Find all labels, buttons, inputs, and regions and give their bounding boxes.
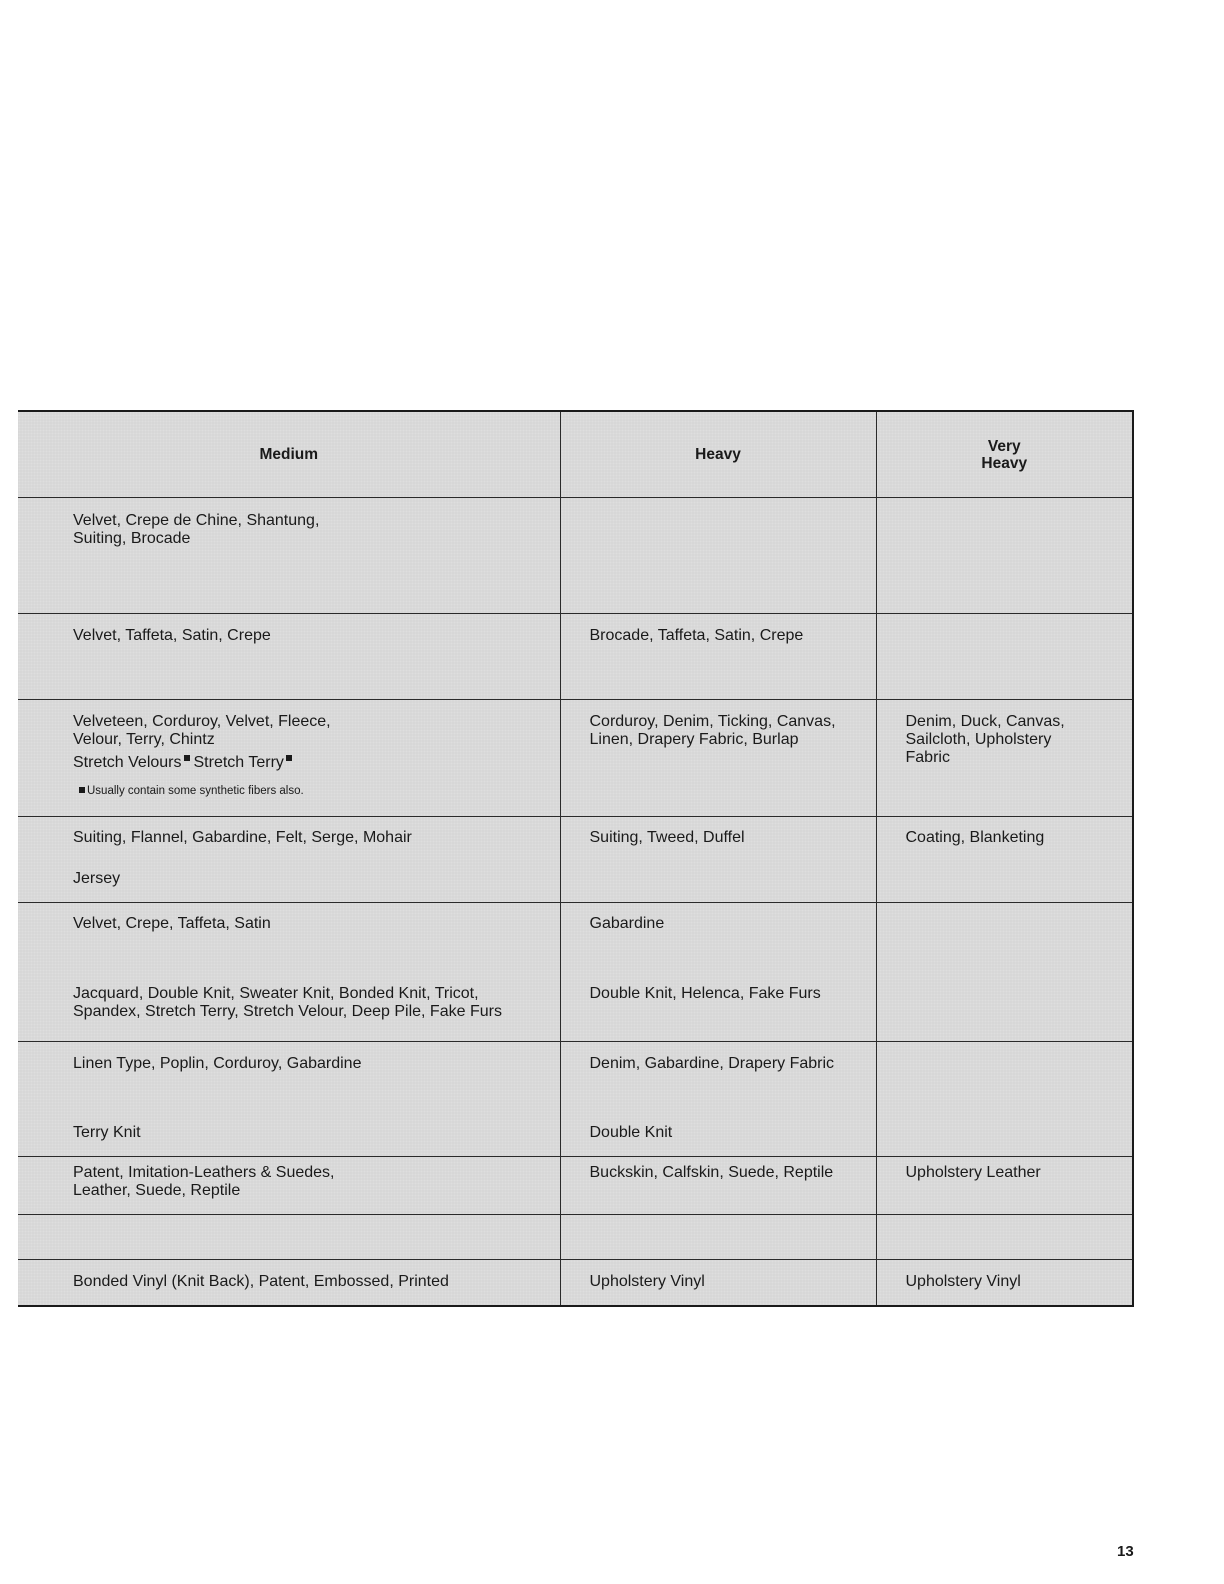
cell-medium <box>18 1042 560 1157</box>
cell-heavy <box>560 1157 876 1215</box>
cell-medium <box>18 1157 560 1215</box>
cell-text: Velvet, Crepe, Taffeta, Satin <box>73 915 271 932</box>
cell-text: Bonded Vinyl (Knit Back), Patent, Embossed, Printed <box>73 1273 449 1290</box>
cell-text: Upholstery Vinyl <box>589 1273 705 1290</box>
cell-very-heavy <box>876 614 1133 700</box>
cell-text: Brocade, Taffeta, Satin, Crepe <box>589 627 804 644</box>
cell-text: Velveteen, Corduroy, Velvet, Fleece, Velour, Terry, Chintz <box>73 713 331 748</box>
cell-medium <box>18 614 560 700</box>
cell-text: Velvet, Taffeta, Satin, Crepe <box>73 627 271 644</box>
cell-very-heavy <box>876 817 1133 903</box>
table-row <box>18 614 1133 700</box>
cell-medium <box>18 1260 560 1306</box>
cell-text: Double Knit <box>589 1124 673 1141</box>
cell-very-heavy <box>876 700 1133 817</box>
cell-heavy <box>560 1042 876 1157</box>
cell-medium <box>18 700 560 817</box>
cell-text: Jacquard, Double Knit, Sweater Knit, Bonded Knit, Tricot, Spandex, Stretch Terry, Stretch Velour, Deep Pile, Fake Furs <box>73 985 502 1020</box>
stretch-velours-text: Stretch Velours <box>73 754 182 771</box>
cell-text: Linen Type, Poplin, Corduroy, Gabardine <box>73 1055 362 1072</box>
cell-heavy <box>560 1260 876 1306</box>
cell-text: Denim, Gabardine, Drapery Fabric <box>589 1055 835 1072</box>
cell-medium <box>18 498 560 614</box>
footnote-square-icon <box>79 787 85 793</box>
stretch-terry-text: Stretch Terry <box>193 754 284 771</box>
cell-medium <box>18 903 560 1042</box>
fabric-weight-table <box>18 410 1134 1307</box>
table-row <box>18 498 1133 614</box>
table-row <box>18 1042 1133 1157</box>
cell-heavy <box>560 817 876 903</box>
table-row <box>18 903 1133 1042</box>
table-header-row <box>18 411 1133 498</box>
table-row <box>18 1157 1133 1215</box>
page-number: 13 <box>1117 1543 1134 1560</box>
cell-text: Corduroy, Denim, Ticking, Canvas, Linen, Drapery Fabric, Burlap <box>589 713 836 748</box>
cell-text: Denim, Duck, Canvas, Sailcloth, Upholstery Fabric <box>905 713 1065 766</box>
cell-very-heavy <box>876 1042 1133 1157</box>
cell-very-heavy <box>876 1260 1133 1306</box>
cell-very-heavy <box>876 1157 1133 1215</box>
table-row <box>18 1215 1133 1260</box>
header-very-heavy: Very Heavy <box>876 411 1133 498</box>
cell-heavy <box>560 1215 876 1260</box>
cell-heavy <box>560 498 876 614</box>
cell-text: Patent, Imitation-Leathers & Suedes, Leather, Suede, Reptile <box>73 1164 335 1199</box>
cell-text: Suiting, Flannel, Gabardine, Felt, Serge, Mohair <box>73 829 412 846</box>
footnote-text: Usually contain some synthetic fibers also. <box>87 785 304 797</box>
footnote-square-icon <box>286 755 292 761</box>
cell-text: Double Knit, Helenca, Fake Furs <box>589 985 821 1002</box>
footnote <box>73 784 550 798</box>
footnote-square-icon <box>184 755 190 761</box>
cell-text: Velvet, Crepe de Chine, Shantung, Suiting, Brocade <box>73 512 320 547</box>
cell-text: Suiting, Tweed, Duffel <box>589 829 745 846</box>
cell-text: Buckskin, Calfskin, Suede, Reptile <box>589 1164 834 1181</box>
cell-text: Terry Knit <box>73 1124 141 1141</box>
cell-text: Gabardine <box>589 915 665 932</box>
cell-text: Coating, Blanketing <box>905 829 1045 846</box>
cell-text: Upholstery Vinyl <box>905 1273 1021 1290</box>
table-row <box>18 817 1133 903</box>
cell-text: Upholstery Leather <box>905 1164 1041 1181</box>
cell-heavy <box>560 614 876 700</box>
cell-very-heavy <box>876 1215 1133 1260</box>
cell-text: Jersey <box>73 870 121 887</box>
cell-medium <box>18 1215 560 1260</box>
header-heavy: Heavy <box>560 411 876 498</box>
stretch-fabrics <box>73 754 550 772</box>
cell-very-heavy <box>876 903 1133 1042</box>
cell-heavy <box>560 700 876 817</box>
table-row <box>18 700 1133 817</box>
cell-medium <box>18 817 560 903</box>
cell-heavy <box>560 903 876 1042</box>
cell-very-heavy <box>876 498 1133 614</box>
header-medium: Medium <box>18 411 560 498</box>
table-row <box>18 1260 1133 1306</box>
